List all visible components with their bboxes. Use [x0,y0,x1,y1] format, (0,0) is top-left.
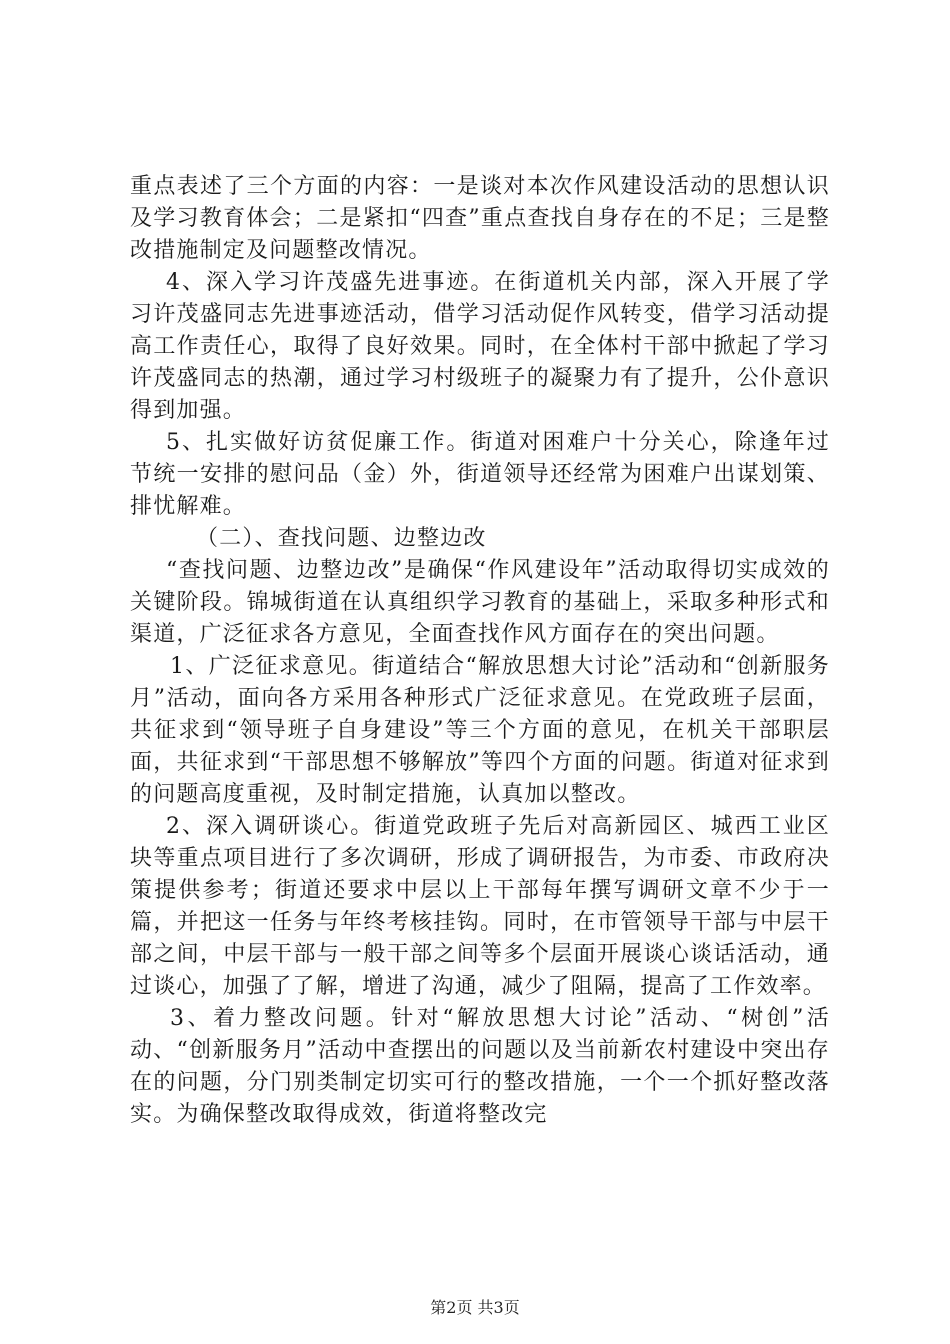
page-footer: 第2页 共3页 [430,1298,520,1317]
paragraph-item-3: 3、着力整改问题。针对“解放思想大讨论”活动、“树创”活动、“创新服务月”活动中查摆出的问题以及当前新农村建设中突出存在的问题，分门别类制定切实可行的整改措施，一个一个抓好整改落实。为确保整改取得成效，街道将整改完 [130,1006,830,1127]
paragraph-summary: 重点表述了三个方面的内容：一是谈对本次作风建设活动的思想认识及学习教育体会；二是紧扣“四查”重点查找自身存在的不足；三是整改措施制定及问题整改情况。 [130,174,830,263]
paragraph-item-2: 2、深入调研谈心。街道党政班子先后对高新园区、城西工业区块等重点项目进行了多次调研，形成了调研报告，为市委、市政府决策提供参考；街道还要求中层以上干部每年撰写调研文章不少于一篇，并把这一任务与年终考核挂钩。同时，在市管领导干部与中层干部之间，中层干部与一般干部之间等多个层面开展谈心谈话活动，通过谈心，加强了了解，增进了沟通，减少了阻隔，提高了工作效率。 [130,814,830,999]
document-body [130,171,830,1131]
section-heading: （二）、查找问题、边整边改 [196,526,487,551]
paragraph-item-1: 1、广泛征求意见。街道结合“解放思想大讨论”活动和“创新服务月”活动，面向各方采用各种形式广泛征求意见。在党政班子层面，共征求到“领导班子自身建设”等三个方面的意见，在机关干部职层面，共征求到“干部思想不够解放”等四个方面的问题。街道对征求到的问题高度重视，及时制定措施，认真加以整改。 [130,654,830,807]
paragraph-section-intro: “查找问题、边整边改”是确保“作风建设年”活动取得切实成效的关键阶段。锦城街道在认真组织学习教育的基础上，采取多种形式和渠道，广泛征求各方意见，全面查找作风方面存在的突出问题。 [130,558,830,647]
paragraph-item-4: 4、深入学习许茂盛先进事迹。在街道机关内部，深入开展了学习许茂盛同志先进事迹活动，借学习活动促作风转变，借学习活动提高工作责任心，取得了良好效果。同时，在全体村干部中掀起了学习许茂盛同志的热潮，通过学习村级班子的凝聚力有了提升，公仆意识得到加强。 [130,270,830,423]
paragraph-item-5: 5、扎实做好访贫促廉工作。街道对困难户十分关心，除逢年过节统一安排的慰问品（金）外，街道领导还经常为困难户出谋划策、排忧解难。 [130,430,830,519]
